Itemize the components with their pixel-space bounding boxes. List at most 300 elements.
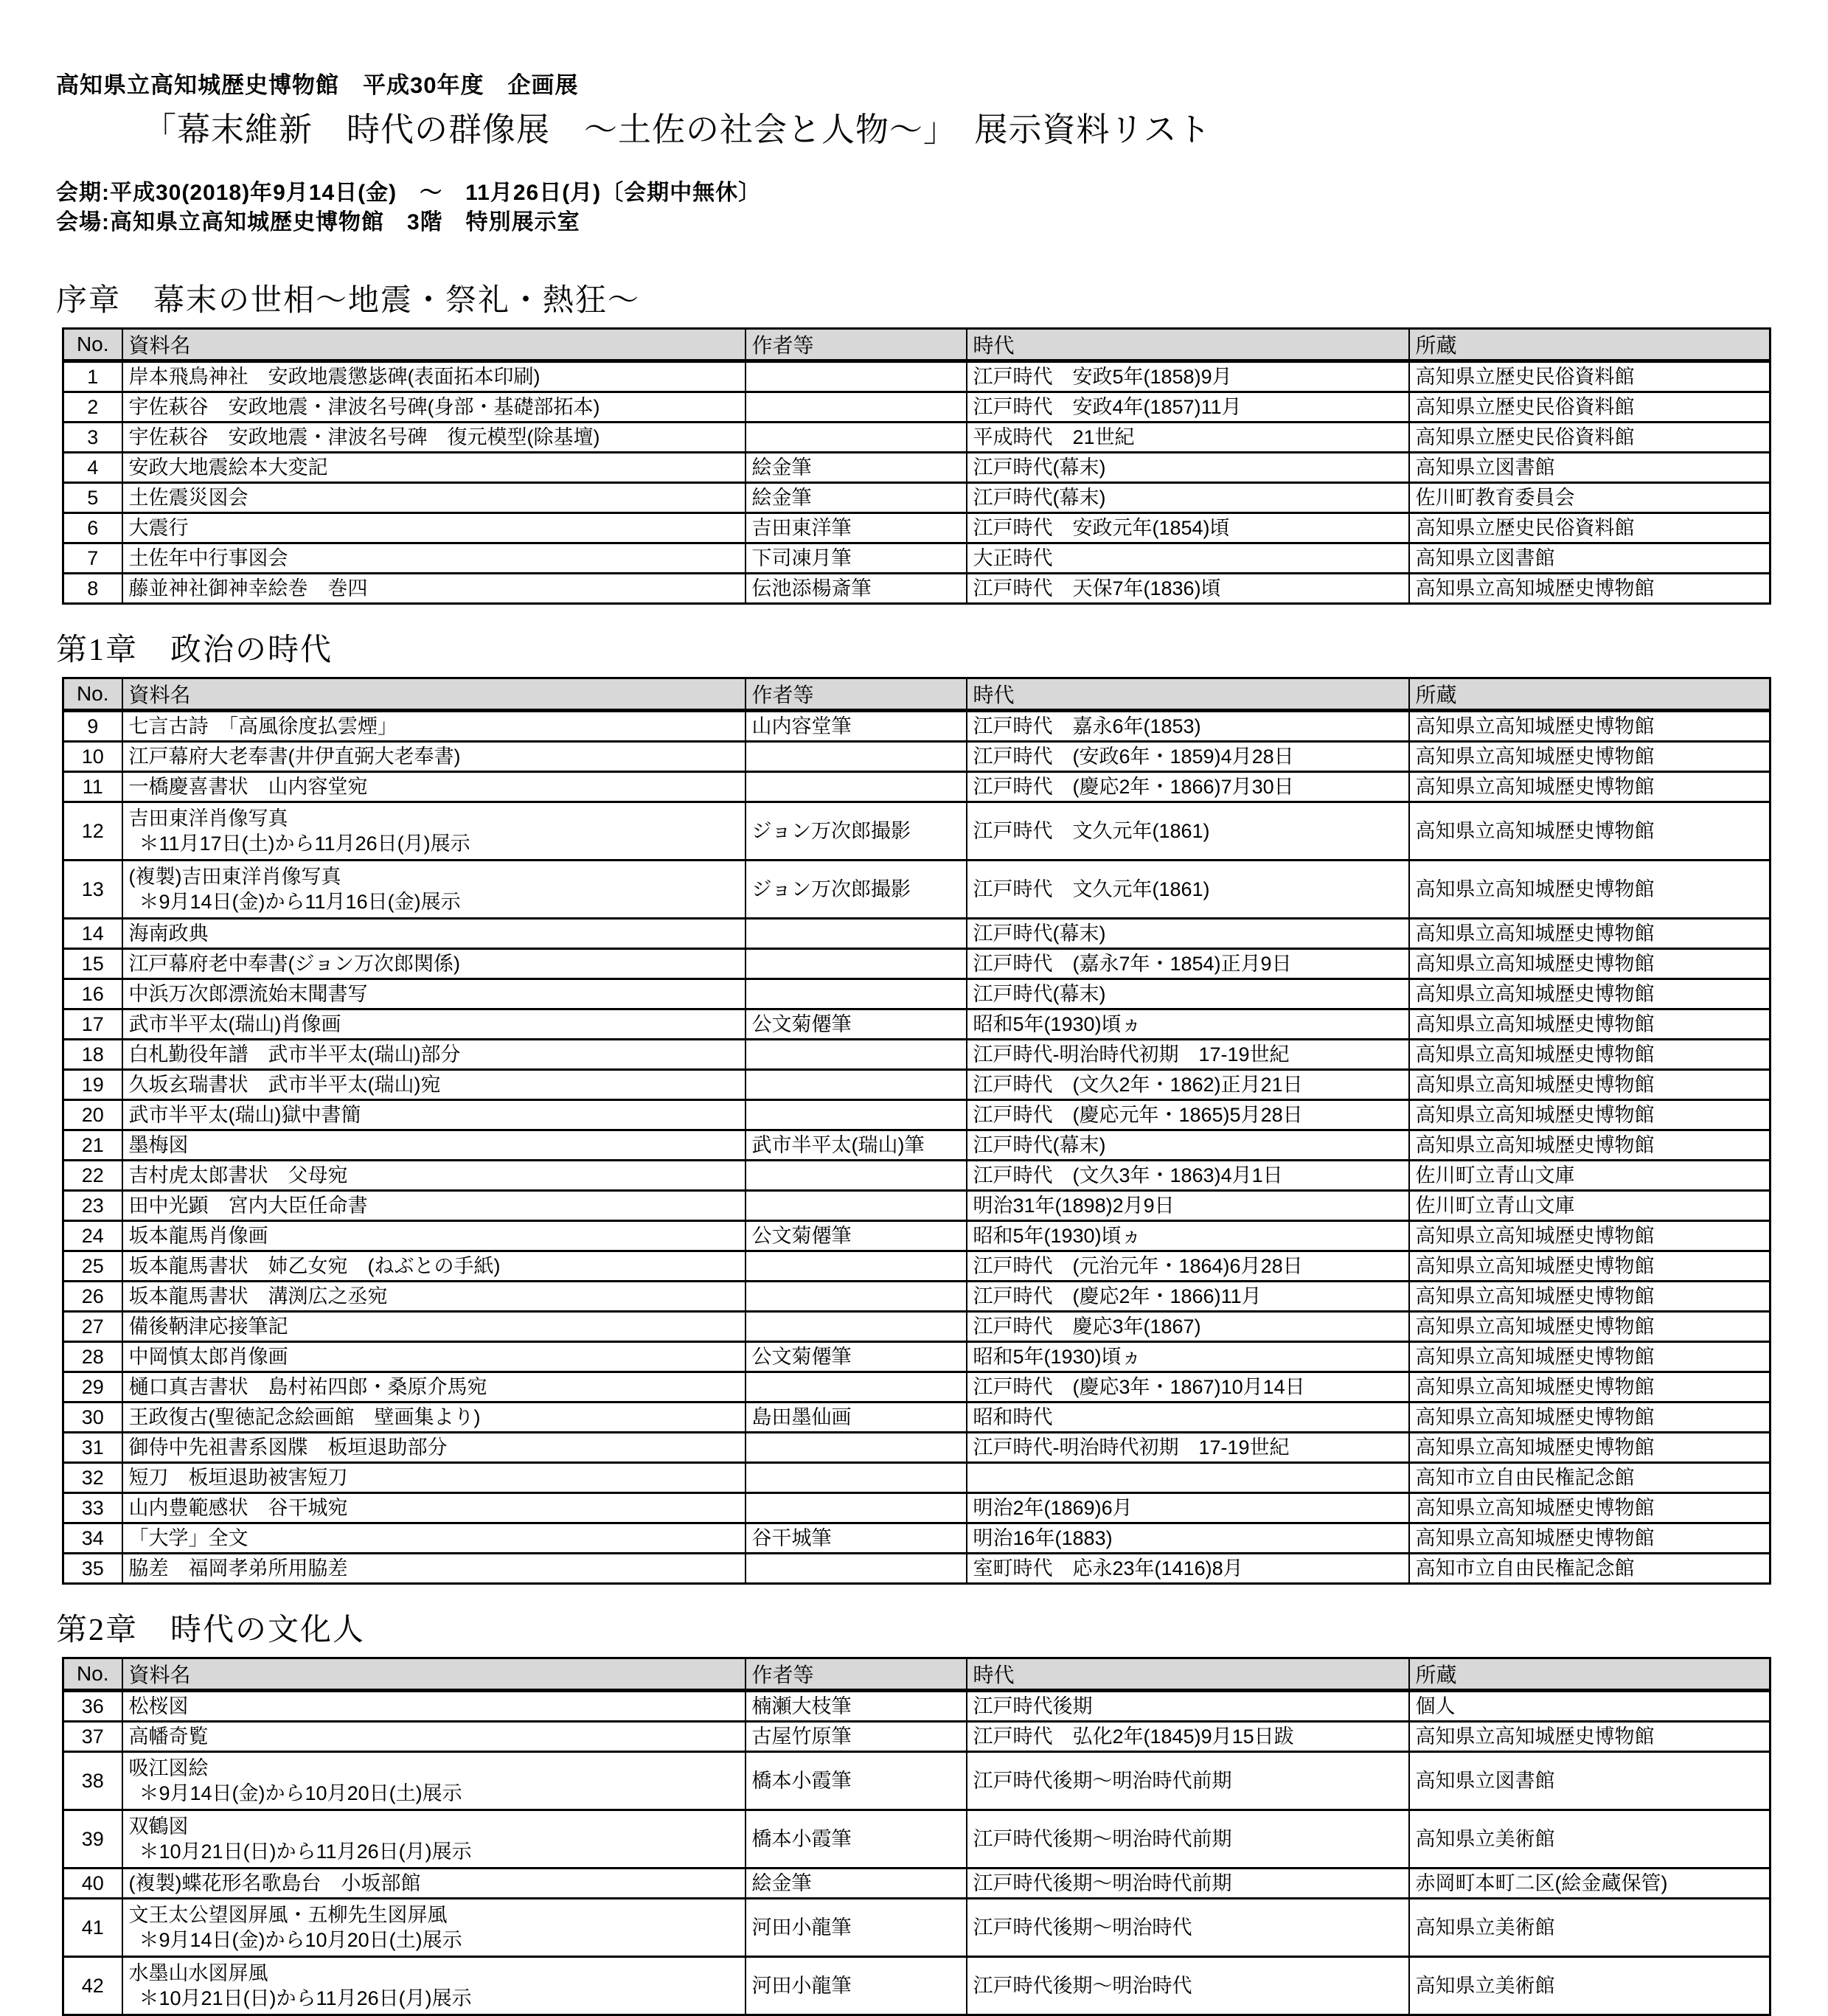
cell-owner: 高知県立高知城歴史博物館 — [1409, 802, 1770, 861]
table-row — [63, 1810, 1770, 1869]
section-heading: 第2章 時代の文化人 — [56, 1613, 366, 1647]
cell-no: 19 — [63, 1070, 122, 1100]
cell-no: 33 — [63, 1493, 122, 1523]
table-row — [63, 1009, 1770, 1040]
cell-no: 23 — [63, 1191, 122, 1221]
material-name: 宇佐萩谷 安政地震・津波名号碑 復元模型(除基壇) — [128, 426, 600, 448]
material-name: 武市半平太(瑞山)獄中書簡 — [128, 1104, 361, 1126]
material-name: 中岡慎太郎肖像画 — [128, 1346, 288, 1368]
cell-owner: 高知県立高知城歴史博物館 — [1409, 1100, 1770, 1130]
cell-owner: 高知県立図書館 — [1409, 543, 1770, 574]
material-note: ＊10月21日(日)から11月26日(月)展示 — [139, 1987, 472, 2009]
cell-author — [746, 1251, 967, 1282]
cell-author — [746, 1493, 967, 1523]
cell-era: 江戸時代 弘化2年(1845)9月15日跋 — [967, 1722, 1409, 1752]
table-row — [63, 1493, 1770, 1523]
cell-author — [746, 772, 967, 802]
section-heading: 序章 幕末の世相～地震・祭礼・熱狂～ — [56, 284, 641, 318]
cell-owner: 高知県立歴史民俗資料館 — [1409, 423, 1770, 453]
cell-era: 江戸時代後期～明治時代前期 — [967, 1869, 1409, 1899]
table-row — [63, 392, 1770, 423]
cell-owner: 高知県立歴史民俗資料館 — [1409, 513, 1770, 543]
page-title: 「幕末維新 時代の群像展 ～土佐の社会と人物～」 展示資料リスト — [143, 111, 1212, 148]
cell-material-name — [122, 1899, 746, 1957]
cell-no: 18 — [63, 1040, 122, 1070]
cell-era: 江戸時代 安政元年(1854)頃 — [967, 513, 1409, 543]
cell-no: 3 — [63, 423, 122, 453]
cell-material-name — [122, 1433, 746, 1463]
cell-owner: 高知県立高知城歴史博物館 — [1409, 949, 1770, 979]
cell-era: 明治31年(1898)2月9日 — [967, 1191, 1409, 1221]
table-row — [63, 1251, 1770, 1282]
cell-no: 16 — [63, 979, 122, 1009]
cell-no: 11 — [63, 772, 122, 802]
table-row — [63, 543, 1770, 574]
material-name: 中浜万次郎漂流始末聞書写 — [128, 983, 368, 1005]
cell-era: 江戸時代 安政4年(1857)11月 — [967, 392, 1409, 423]
cell-no: 17 — [63, 1009, 122, 1040]
cell-material-name — [122, 483, 746, 513]
material-note: ＊10月21日(日)から11月26日(月)展示 — [139, 1841, 472, 1863]
material-name: 吉田東洋肖像写真 — [128, 807, 288, 830]
cell-no: 38 — [63, 1752, 122, 1810]
cell-era: 江戸時代後期～明治時代 — [967, 1899, 1409, 1957]
table-row — [63, 574, 1770, 604]
column-header: 資料名 — [122, 678, 746, 711]
cell-owner: 高知県立高知城歴史博物館 — [1409, 1312, 1770, 1342]
cell-no: 36 — [63, 1691, 122, 1722]
cell-material-name — [122, 1009, 746, 1040]
cell-era: 江戸時代 (慶応3年・1867)10月14日 — [967, 1372, 1409, 1402]
material-name: 備後鞆津応接筆記 — [128, 1315, 288, 1338]
table-header-row — [63, 1658, 1770, 1691]
cell-owner: 高知県立高知城歴史博物館 — [1409, 1402, 1770, 1433]
exhibit-table — [62, 677, 1771, 1585]
material-name: 文王太公望図屏風・五柳先生図屏風 — [128, 1904, 448, 1926]
cell-no: 14 — [63, 919, 122, 949]
table-row — [63, 1191, 1770, 1221]
cell-material-name — [122, 742, 746, 772]
cell-no: 40 — [63, 1869, 122, 1899]
column-header: 所蔵 — [1409, 329, 1770, 361]
cell-author: 武市半平太(瑞山)筆 — [746, 1130, 967, 1161]
cell-owner: 高知県立美術館 — [1409, 1957, 1770, 2015]
cell-author: 楠瀬大枝筆 — [746, 1691, 967, 1722]
cell-owner: 高知県立図書館 — [1409, 453, 1770, 483]
material-name: 墨梅図 — [128, 1134, 189, 1156]
cell-author — [746, 392, 967, 423]
material-name: 脇差 福岡孝弟所用脇差 — [128, 1557, 348, 1579]
cell-era: 江戸時代 (慶応元年・1865)5月28日 — [967, 1100, 1409, 1130]
cell-material-name — [122, 1070, 746, 1100]
cell-era: 江戸時代 安政5年(1858)9月 — [967, 361, 1409, 392]
sections-container — [56, 276, 1776, 2016]
cell-material-name — [122, 1282, 746, 1312]
cell-author: 島田墨仙画 — [746, 1402, 967, 1433]
cell-owner: 高知県立歴史民俗資料館 — [1409, 361, 1770, 392]
cell-material-name — [122, 423, 746, 453]
material-name: 宇佐萩谷 安政地震・津波名号碑(身部・基礎部拓本) — [128, 396, 600, 418]
exhibit-table — [62, 1657, 1771, 2016]
cell-material-name — [122, 1869, 746, 1899]
cell-author: 公文菊僊筆 — [746, 1221, 967, 1251]
cell-author — [746, 423, 967, 453]
table-header-row — [63, 678, 1770, 711]
column-header: 作者等 — [746, 329, 967, 361]
material-name: 「大学」全文 — [128, 1527, 249, 1549]
cell-owner: 高知県立高知城歴史博物館 — [1409, 1070, 1770, 1100]
table-row — [63, 1752, 1770, 1810]
material-name: 大震行 — [128, 517, 189, 539]
column-header: No. — [63, 678, 122, 711]
cell-author: 吉田東洋筆 — [746, 513, 967, 543]
cell-material-name — [122, 361, 746, 392]
exhibition-period: 会期:平成30(2018)年9月14日(金) ～ 11月26日(月)〔会期中無休〕 — [56, 181, 762, 205]
cell-owner: 高知県立高知城歴史博物館 — [1409, 711, 1770, 742]
cell-era: 室町時代 応永23年(1416)8月 — [967, 1554, 1409, 1584]
cell-material-name — [122, 1191, 746, 1221]
table-row — [63, 772, 1770, 802]
cell-era: 昭和5年(1930)頃ヵ — [967, 1221, 1409, 1251]
cell-owner: 高知県立高知城歴史博物館 — [1409, 1009, 1770, 1040]
cell-era: 昭和5年(1930)頃ヵ — [967, 1342, 1409, 1372]
material-name: 藤並神社御神幸絵巻 巻四 — [128, 577, 368, 599]
table-row — [63, 1463, 1770, 1493]
table-row — [63, 1221, 1770, 1251]
cell-author: 公文菊僊筆 — [746, 1342, 967, 1372]
cell-no: 27 — [63, 1312, 122, 1342]
cell-material-name — [122, 1402, 746, 1433]
cell-era: 江戸時代(幕末) — [967, 1130, 1409, 1161]
cell-no: 37 — [63, 1722, 122, 1752]
material-name: (複製)吉田東洋肖像写真 — [128, 866, 341, 888]
table-row — [63, 861, 1770, 919]
material-name: 岸本飛鳥神社 安政地震懲毖碑(表面拓本印刷) — [128, 366, 541, 388]
material-name: 武市半平太(瑞山)肖像画 — [128, 1013, 341, 1035]
cell-author: 山内容堂筆 — [746, 711, 967, 742]
cell-material-name — [122, 1752, 746, 1810]
section-heading: 第1章 政治の時代 — [56, 633, 333, 667]
cell-no: 4 — [63, 453, 122, 483]
cell-owner: 高知県立高知城歴史博物館 — [1409, 979, 1770, 1009]
cell-era: 平成時代 21世紀 — [967, 423, 1409, 453]
cell-owner: 高知県立高知城歴史博物館 — [1409, 742, 1770, 772]
column-header: 所蔵 — [1409, 678, 1770, 711]
material-name: 御侍中先祖書系図牒 板垣退助部分 — [128, 1436, 448, 1459]
cell-no: 32 — [63, 1463, 122, 1493]
table-row — [63, 1869, 1770, 1899]
material-note: ＊9月14日(金)から11月16日(金)展示 — [139, 891, 461, 913]
cell-no: 5 — [63, 483, 122, 513]
cell-author: 古屋竹原筆 — [746, 1722, 967, 1752]
cell-era — [967, 1463, 1409, 1493]
cell-material-name — [122, 919, 746, 949]
table-row — [63, 423, 1770, 453]
cell-material-name — [122, 392, 746, 423]
column-header: 時代 — [967, 329, 1409, 361]
material-name: 吸江図絵 — [128, 1757, 209, 1779]
cell-author — [746, 949, 967, 979]
cell-era: 江戸時代 (慶応2年・1866)7月30日 — [967, 772, 1409, 802]
cell-owner: 高知県立高知城歴史博物館 — [1409, 1130, 1770, 1161]
material-name: 短刀 板垣退助被害短刀 — [128, 1467, 348, 1489]
cell-owner: 高知県立美術館 — [1409, 1810, 1770, 1869]
cell-material-name — [122, 1040, 746, 1070]
cell-owner: 個人 — [1409, 1691, 1770, 1722]
cell-era: 江戸時代 (文久2年・1862)正月21日 — [967, 1070, 1409, 1100]
column-header: 資料名 — [122, 1658, 746, 1691]
table-row — [63, 1523, 1770, 1554]
cell-material-name — [122, 1691, 746, 1722]
cell-no: 8 — [63, 574, 122, 604]
cell-no: 39 — [63, 1810, 122, 1869]
table-row — [63, 1372, 1770, 1402]
table-row — [63, 711, 1770, 742]
table-row — [63, 483, 1770, 513]
table-row — [63, 1402, 1770, 1433]
cell-owner: 高知県立高知城歴史博物館 — [1409, 1433, 1770, 1463]
cell-author — [746, 979, 967, 1009]
cell-no: 1 — [63, 361, 122, 392]
cell-owner: 高知県立高知城歴史博物館 — [1409, 1523, 1770, 1554]
cell-no: 25 — [63, 1251, 122, 1282]
material-name: 一橋慶喜書状 山内容堂宛 — [128, 776, 368, 798]
material-name: 双鶴図 — [128, 1815, 189, 1838]
cell-owner: 佐川町立青山文庫 — [1409, 1191, 1770, 1221]
cell-no: 34 — [63, 1523, 122, 1554]
cell-material-name — [122, 1100, 746, 1130]
cell-era: 江戸時代(幕末) — [967, 453, 1409, 483]
material-name: 海南政典 — [128, 922, 209, 945]
column-header: 資料名 — [122, 329, 746, 361]
cell-era: 江戸時代(幕末) — [967, 919, 1409, 949]
cell-author: 下司凍月筆 — [746, 543, 967, 574]
table-row — [63, 453, 1770, 483]
cell-era: 明治16年(1883) — [967, 1523, 1409, 1554]
material-name: 松桜図 — [128, 1695, 189, 1717]
cell-owner: 高知県立高知城歴史博物館 — [1409, 1722, 1770, 1752]
cell-owner: 高知県立高知城歴史博物館 — [1409, 1372, 1770, 1402]
table-row — [63, 1433, 1770, 1463]
cell-owner: 高知県立高知城歴史博物館 — [1409, 1342, 1770, 1372]
table-row — [63, 1282, 1770, 1312]
cell-material-name — [122, 1463, 746, 1493]
cell-no: 41 — [63, 1899, 122, 1957]
cell-owner: 高知県立歴史民俗資料館 — [1409, 392, 1770, 423]
cell-author — [746, 361, 967, 392]
material-name: 坂本龍馬書状 姉乙女宛 (ねぶとの手紙) — [128, 1255, 501, 1277]
cell-author: 絵金筆 — [746, 453, 967, 483]
cell-owner: 高知県立美術館 — [1409, 1899, 1770, 1957]
cell-no: 31 — [63, 1433, 122, 1463]
material-name: 土佐震災図会 — [128, 487, 249, 509]
cell-material-name — [122, 543, 746, 574]
cell-owner: 高知市立自由民権記念館 — [1409, 1554, 1770, 1584]
material-note: ＊9月14日(金)から10月20日(土)展示 — [139, 1929, 462, 1951]
cell-no: 24 — [63, 1221, 122, 1251]
cell-author — [746, 1161, 967, 1191]
cell-material-name — [122, 453, 746, 483]
material-name: 江戸幕府大老奉書(井伊直弼大老奉書) — [128, 745, 461, 768]
cell-owner: 佐川町立青山文庫 — [1409, 1161, 1770, 1191]
cell-era: 江戸時代 文久元年(1861) — [967, 802, 1409, 861]
exhibit-table — [62, 327, 1771, 605]
cell-material-name — [122, 772, 746, 802]
cell-era: 江戸時代 (文久3年・1863)4月1日 — [967, 1161, 1409, 1191]
cell-author — [746, 1100, 967, 1130]
cell-author: ジョン万次郎撮影 — [746, 861, 967, 919]
cell-no: 35 — [63, 1554, 122, 1584]
cell-era: 江戸時代後期 — [967, 1691, 1409, 1722]
cell-owner: 高知県立高知城歴史博物館 — [1409, 1221, 1770, 1251]
cell-no: 9 — [63, 711, 122, 742]
cell-author: 河田小龍筆 — [746, 1957, 967, 2015]
cell-material-name — [122, 1554, 746, 1584]
material-name: 江戸幕府老中奉書(ジョン万次郎関係) — [128, 953, 460, 975]
cell-author: 橋本小霞筆 — [746, 1752, 967, 1810]
cell-material-name — [122, 1251, 746, 1282]
column-header: 時代 — [967, 1658, 1409, 1691]
cell-era: 昭和時代 — [967, 1402, 1409, 1433]
column-header: 時代 — [967, 678, 1409, 711]
cell-owner: 高知市立自由民権記念館 — [1409, 1463, 1770, 1493]
cell-material-name — [122, 1130, 746, 1161]
cell-material-name — [122, 1312, 746, 1342]
cell-no: 21 — [63, 1130, 122, 1161]
cell-owner: 佐川町教育委員会 — [1409, 483, 1770, 513]
table-row — [63, 361, 1770, 392]
cell-author: 橋本小霞筆 — [746, 1810, 967, 1869]
cell-era: 江戸時代後期～明治時代前期 — [967, 1810, 1409, 1869]
cell-no: 7 — [63, 543, 122, 574]
material-name: 吉村虎太郎書状 父母宛 — [128, 1164, 348, 1186]
cell-material-name — [122, 1493, 746, 1523]
table-row — [63, 949, 1770, 979]
cell-era: 江戸時代(幕末) — [967, 483, 1409, 513]
table-row — [63, 979, 1770, 1009]
cell-no: 10 — [63, 742, 122, 772]
table-row — [63, 1957, 1770, 2015]
cell-owner: 高知県立高知城歴史博物館 — [1409, 772, 1770, 802]
cell-no: 42 — [63, 1957, 122, 2015]
cell-no: 29 — [63, 1372, 122, 1402]
cell-material-name — [122, 1372, 746, 1402]
table-header-row — [63, 329, 1770, 361]
material-name: 田中光顕 宮内大臣任命書 — [128, 1195, 368, 1217]
cell-no: 22 — [63, 1161, 122, 1191]
material-name: 安政大地震絵本大変記 — [128, 456, 328, 479]
cell-owner: 高知県立高知城歴史博物館 — [1409, 1251, 1770, 1282]
cell-era: 江戸時代 (慶応2年・1866)11月 — [967, 1282, 1409, 1312]
material-name: 水墨山水図屏風 — [128, 1962, 268, 1984]
cell-author — [746, 919, 967, 949]
cell-author: 河田小龍筆 — [746, 1899, 967, 1957]
column-header: 作者等 — [746, 1658, 967, 1691]
cell-era: 明治2年(1869)6月 — [967, 1493, 1409, 1523]
cell-author — [746, 1554, 967, 1584]
material-note: ＊9月14日(金)から10月20日(土)展示 — [139, 1782, 462, 1804]
table-row — [63, 1100, 1770, 1130]
cell-author — [746, 742, 967, 772]
material-name: 王政復古(聖徳記念絵画館 壁画集より) — [128, 1406, 481, 1428]
cell-era: 江戸時代 嘉永6年(1853) — [967, 711, 1409, 742]
cell-owner: 赤岡町本町二区(絵金蔵保管) — [1409, 1869, 1770, 1899]
cell-no: 30 — [63, 1402, 122, 1433]
cell-author — [746, 1191, 967, 1221]
cell-era: 江戸時代 (元治元年・1864)6月28日 — [967, 1251, 1409, 1282]
cell-owner: 高知県立高知城歴史博物館 — [1409, 919, 1770, 949]
cell-author: 公文菊僊筆 — [746, 1009, 967, 1040]
material-name: 樋口真吉書状 島村祐四郎・桑原介馬宛 — [128, 1376, 487, 1398]
cell-era: 江戸時代 慶応3年(1867) — [967, 1312, 1409, 1342]
cell-era: 江戸時代後期～明治時代前期 — [967, 1752, 1409, 1810]
material-name: 久坂玄瑞書状 武市半平太(瑞山)宛 — [128, 1074, 441, 1096]
table-row — [63, 1312, 1770, 1342]
cell-author: 絵金筆 — [746, 1869, 967, 1899]
cell-era: 大正時代 — [967, 543, 1409, 574]
material-note: ＊11月17日(土)から11月26日(月)展示 — [139, 833, 470, 855]
cell-owner: 高知県立高知城歴史博物館 — [1409, 574, 1770, 604]
cell-no: 28 — [63, 1342, 122, 1372]
table-row — [63, 802, 1770, 861]
cell-material-name — [122, 1957, 746, 2015]
cell-material-name — [122, 1810, 746, 1869]
cell-owner: 高知県立高知城歴史博物館 — [1409, 1040, 1770, 1070]
cell-era: 江戸時代(幕末) — [967, 979, 1409, 1009]
cell-author: 伝池添楊斎筆 — [746, 574, 967, 604]
cell-material-name — [122, 949, 746, 979]
cell-era: 江戸時代 天保7年(1836)頃 — [967, 574, 1409, 604]
cell-material-name — [122, 513, 746, 543]
table-row — [63, 1899, 1770, 1957]
cell-author — [746, 1070, 967, 1100]
material-name: 白札勤役年譜 武市半平太(瑞山)部分 — [128, 1043, 461, 1066]
cell-era: 江戸時代 (安政6年・1859)4月28日 — [967, 742, 1409, 772]
table-row — [63, 1691, 1770, 1722]
cell-no: 13 — [63, 861, 122, 919]
table-row — [63, 1342, 1770, 1372]
table-row — [63, 919, 1770, 949]
cell-owner: 高知県立図書館 — [1409, 1752, 1770, 1810]
cell-owner: 高知県立高知城歴史博物館 — [1409, 1282, 1770, 1312]
cell-author — [746, 1463, 967, 1493]
museum-exhibition-line: 高知県立高知城歴史博物館 平成30年度 企画展 — [56, 72, 579, 98]
material-name: 七言古詩 「高風徐度払雲煙」 — [128, 715, 397, 737]
table-row — [63, 1070, 1770, 1100]
table-row — [63, 1554, 1770, 1584]
cell-era: 江戸時代-明治時代初期 17-19世紀 — [967, 1433, 1409, 1463]
cell-material-name — [122, 1221, 746, 1251]
cell-no: 2 — [63, 392, 122, 423]
cell-owner: 高知県立高知城歴史博物館 — [1409, 1493, 1770, 1523]
material-name: 坂本龍馬書状 溝渕広之丞宛 — [128, 1285, 388, 1307]
material-name: 坂本龍馬肖像画 — [128, 1225, 268, 1247]
cell-author — [746, 1433, 967, 1463]
column-header: No. — [63, 329, 122, 361]
cell-owner: 高知県立高知城歴史博物館 — [1409, 861, 1770, 919]
cell-era: 江戸時代-明治時代初期 17-19世紀 — [967, 1040, 1409, 1070]
material-name: 山内豊範感状 谷干城宛 — [128, 1497, 348, 1519]
cell-author — [746, 1040, 967, 1070]
cell-author: 絵金筆 — [746, 483, 967, 513]
cell-author: 谷干城筆 — [746, 1523, 967, 1554]
material-name: 土佐年中行事図会 — [128, 547, 288, 569]
table-row — [63, 1130, 1770, 1161]
column-header: No. — [63, 1658, 122, 1691]
cell-author — [746, 1312, 967, 1342]
table-row — [63, 742, 1770, 772]
cell-material-name — [122, 1722, 746, 1752]
